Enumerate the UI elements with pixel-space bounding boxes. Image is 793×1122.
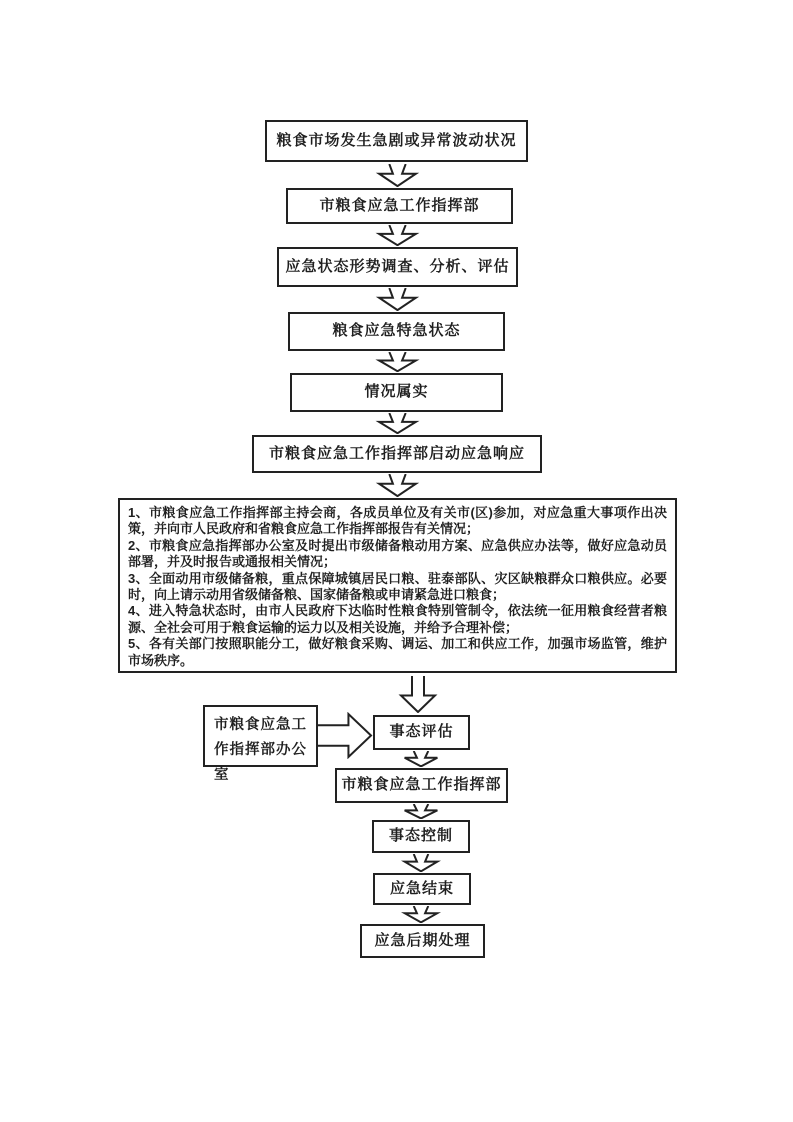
node-market-fluctuation: 粮食市场发生急剧或异常波动状况 [265,120,528,162]
measure-item-1: 1、市粮食应急工作指挥部主持会商，各成员单位及有关市(区)参加，对应急重大事项作出决策，并向市人民政府和省粮食应急工作指挥部报告有关情况； [128,505,667,537]
arrow-down-icon [375,352,420,372]
measure-item-4: 4、进入特急状态时，由市人民政府下达临时性粮食特别管制令，依法统一征用粮食经营者粮源、全社会可用于粮食运输的运力以及相关设施，并给予合理补偿； [128,603,667,635]
arrow-down-icon [375,474,420,497]
node-activate-response: 市粮食应急工作指挥部启动应急响应 [252,435,542,473]
arrow-down-icon [401,804,441,819]
arrow-down-icon [375,413,420,434]
node-command-hq-2: 市粮食应急工作指挥部 [335,768,508,803]
arrow-down-icon [401,854,441,872]
node-emergency-end: 应急结束 [373,873,471,905]
arrow-down-icon [375,288,420,311]
arrow-down-icon [375,164,420,187]
node-assessment: 事态评估 [373,715,470,750]
arrow-down-icon [401,906,441,923]
node-investigation: 应急状态形势调查、分析、评估 [277,247,518,287]
arrow-down-icon [401,751,441,767]
node-command-hq: 市粮食应急工作指挥部 [286,188,513,224]
node-special-state: 粮食应急特急状态 [288,312,505,351]
node-verified: 情况属实 [290,373,503,412]
node-command-office: 市粮食应急工作指挥部办公室 [203,705,318,767]
measure-item-5: 5、各有关部门按照职能分工，做好粮食采购、调运、加工和供应工作，加强市场监管，维护市场秩序。 [128,636,667,668]
arrow-down-icon [375,225,420,246]
node-situation-control: 事态控制 [372,820,470,853]
measure-item-3: 3、全面动用市级储备粮，重点保障城镇居民口粮、驻泰部队、灾区缺粮群众口粮供应。必要时，向上请示动用省级储备粮、国家储备粮或申请紧急进口粮食； [128,570,667,603]
arrow-down-icon [398,676,438,713]
measures-detail-box [118,498,677,673]
arrow-right-icon [318,712,373,759]
measure-item-2: 2、市粮食应急指挥部办公室及时提出市级储备粮动用方案、应急供应办法等，做好应急动员部署，并及时报告或通报相关情况； [128,537,667,570]
node-aftermath: 应急后期处理 [360,924,485,958]
